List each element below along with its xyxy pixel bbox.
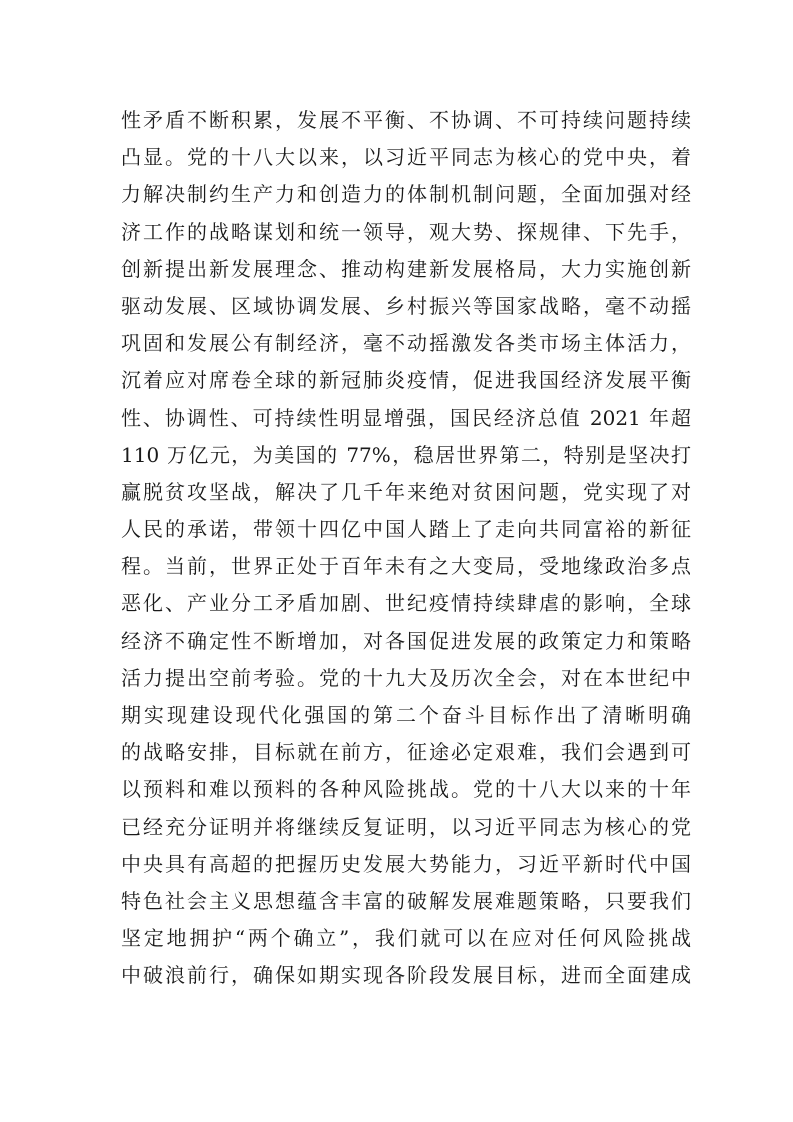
text-line-12: 人民的承诺，带领十四亿中国人踏上了走向共同富裕的新征 <box>121 517 691 542</box>
text-line-9: 性、协调性、可持续性明显增强，国民经济总值 2021 年超 <box>121 405 691 430</box>
body-paragraph <box>121 102 691 995</box>
text-line-7: 巩固和发展公有制经济，毫不动摇激发各类市场主体活力， <box>121 331 691 356</box>
text-line-24: 中破浪前行，确保如期实现各阶段发展目标，进而全面建成 <box>121 963 691 988</box>
text-line-1: 性矛盾不断积累，发展不平衡、不协调、不可持续问题持续 <box>121 108 691 132</box>
text-line-10: 110 万亿元，为美国的 77%，稳居世界第二，特别是坚决打 <box>121 442 691 467</box>
text-line-14: 恶化、产业分工矛盾加剧、世纪疫情持续肆虐的影响，全球 <box>121 591 691 616</box>
text-line-16: 活力提出空前考验。党的十九大及历次全会，对在本世纪中 <box>121 665 691 690</box>
text-line-17: 期实现建设现代化强国的第二个奋斗目标作出了清晰明确 <box>121 703 691 727</box>
text-line-2: 凸显。党的十八大以来，以习近平同志为核心的党中央，着 <box>121 145 691 170</box>
text-line-23: 坚定地拥护“两个确立”，我们就可以在应对任何风险挑战 <box>121 926 691 951</box>
text-line-15: 经济不确定性不断增加，对各国促进发展的政策定力和策略 <box>121 628 691 653</box>
text-line-20: 已经充分证明并将继续反复证明，以习近平同志为核心的党 <box>121 814 691 839</box>
text-line-21: 中央具有高超的把握历史发展大势能力，习近平新时代中国 <box>121 851 691 876</box>
text-line-13: 程。当前，世界正处于百年未有之大变局，受地缘政治多点 <box>121 554 691 579</box>
text-line-8: 沉着应对席卷全球的新冠肺炎疫情，促进我国经济发展平衡 <box>121 368 691 393</box>
text-line-11: 赢脱贫攻坚战，解决了几千年来绝对贫困问题，党实现了对 <box>121 479 691 504</box>
text-line-19: 以预料和难以预料的各种风险挑战。党的十八大以来的十年 <box>121 777 691 802</box>
text-line-18: 的战略安排，目标就在前方，征途必定艰难，我们会遇到可 <box>121 740 691 765</box>
text-line-5: 创新提出新发展理念、推动构建新发展格局，大力实施创新 <box>121 256 691 281</box>
text-line-3: 力解决制约生产力和创造力的体制机制问题，全面加强对经 <box>121 182 691 207</box>
text-line-22: 特色社会主义思想蕴含丰富的破解发展难题策略，只要我们 <box>121 888 691 913</box>
text-line-4: 济工作的战略谋划和统一领导，观大势、探规律、下先手， <box>121 219 691 244</box>
text-line-6: 驱动发展、区域协调发展、乡村振兴等国家战略，毫不动摇 <box>121 293 691 318</box>
